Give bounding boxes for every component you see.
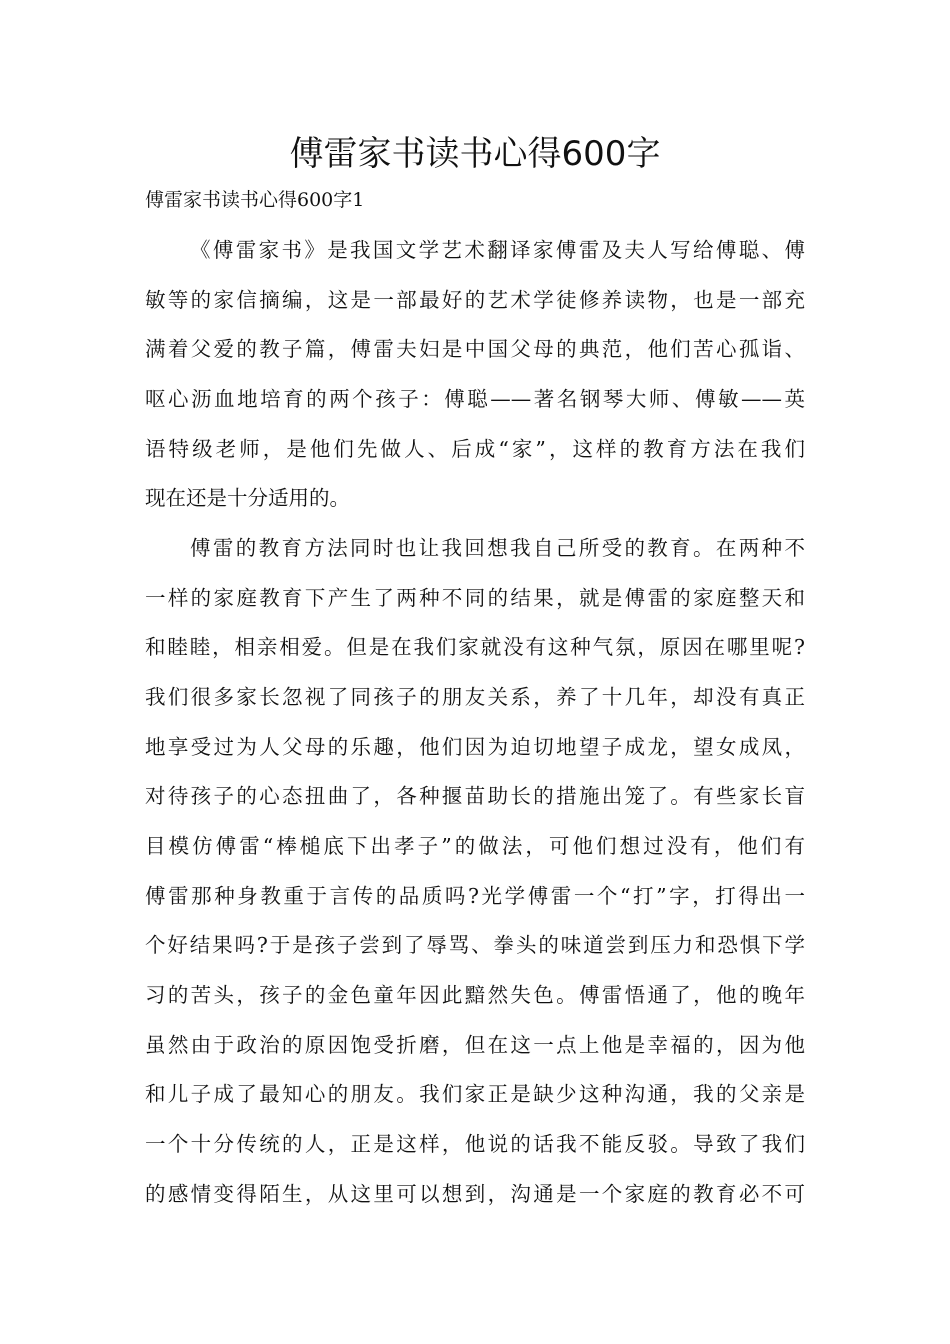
paragraph-2-line-14: 的感情变得陌生，从这里可以想到，沟通是一个家庭的教育必不可 [145,1182,805,1206]
paragraph-2-line-11: 虽然由于政治的原因饱受折磨，但在这一点上他是幸福的，因为他 [145,1033,805,1057]
paragraph-2-line-1: 傅雷的教育方法同时也让我回想我自己所受的教育。在两种不 [190,536,805,560]
paragraph-2-line-12: 和儿子成了最知心的朋友。我们家正是缺少这种沟通，我的父亲是 [145,1082,805,1106]
paragraph-2-line-3: 和睦睦，相亲相爱。但是在我们家就没有这种气氛，原因在哪里呢? [145,635,805,659]
paragraph-2-line-6: 对待孩子的心态扭曲了，各种揠苗助长的措施出笼了。有些家长盲 [145,784,805,808]
paragraph-2-line-5: 地享受过为人父母的乐趣，他们因为迫切地望子成龙，望女成凤， [145,735,805,759]
paragraph-1-line-4: 呕心沥血地培育的两个孩子：傅聪——著名钢琴大师、傅敏——英 [145,387,805,411]
paragraph-2-line-13: 一个十分传统的人，正是这样，他说的话我不能反驳。导致了我们 [145,1132,805,1156]
paragraph-2-line-8: 傅雷那种身教重于言传的品质吗?光学傅雷一个“打”字，打得出一 [145,884,805,908]
paragraph-1-line-6: 现在还是十分适用的。 [145,486,350,510]
paragraph-2-line-10: 习的苦头，孩子的金色童年因此黯然失色。傅雷悟通了，他的晚年 [145,983,805,1007]
paragraph-2-line-4: 我们很多家长忽视了同孩子的朋友关系，养了十几年，却没有真正 [145,685,805,709]
paragraph-2-line-2: 一样的家庭教育下产生了两种不同的结果，就是傅雷的家庭整天和 [145,586,805,610]
paragraph-2-line-7: 目模仿傅雷“棒槌底下出孝子”的做法，可他们想过没有，他们有 [145,834,805,858]
paragraph-1-line-3: 满着父爱的教子篇，傅雷夫妇是中国父母的典范，他们苦心孤诣、 [145,337,805,361]
document-subtitle: 傅雷家书读书心得600字1 [145,189,365,211]
paragraph-2-line-9: 个好结果吗?于是孩子尝到了辱骂、拳头的味道尝到压力和恐惧下学 [145,933,805,957]
paragraph-1-line-5: 语特级老师，是他们先做人、后成“家”，这样的教育方法在我们 [145,437,805,461]
paragraph-1-line-1: 《傅雷家书》是我国文学艺术翻译家傅雷及夫人写给傅聪、傅 [190,238,805,262]
paragraph-1-line-2: 敏等的家信摘编，这是一部最好的艺术学徒修养读物，也是一部充 [145,288,805,312]
document-title: 傅雷家书读书心得600字 [289,134,661,174]
